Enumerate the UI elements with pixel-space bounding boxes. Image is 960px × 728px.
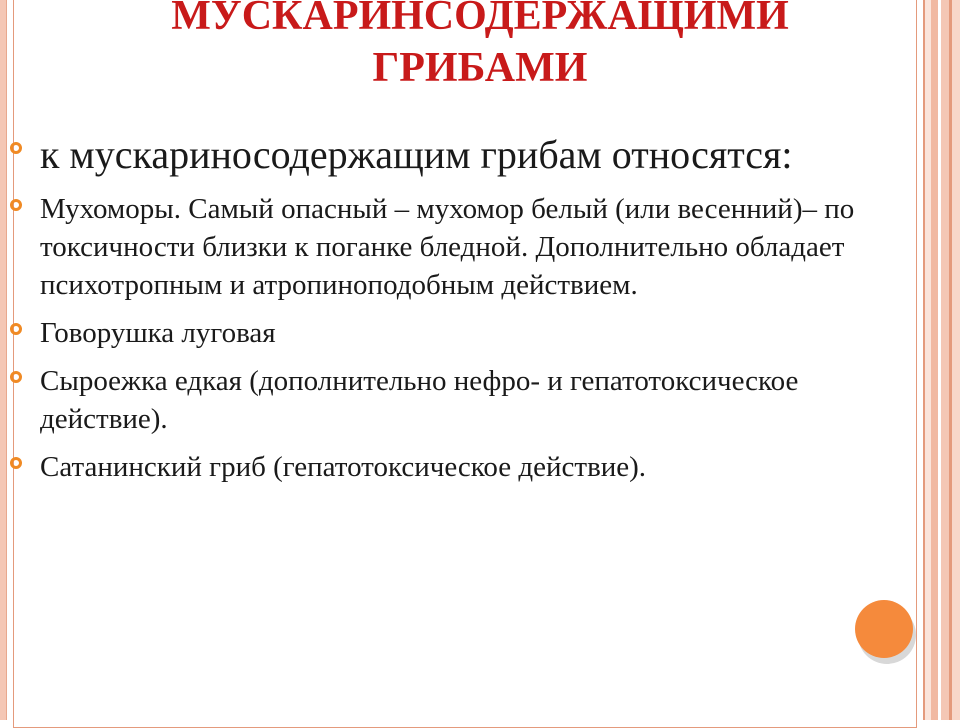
bullet-list (10, 130, 880, 496)
title-line-1: МУСКАРИНСОДЕРЖАЩИМИ (171, 0, 789, 39)
bullet-icon (10, 199, 22, 211)
bullet-icon (10, 457, 22, 469)
list-item-text: Мухоморы. Самый опасный – мухомор белый (или весенний)– по токсичности близки к поганке бледной. Дополнительно обладает психотропным и атропиноподобным действием. (40, 193, 855, 301)
list-item (10, 448, 880, 486)
list-item (10, 314, 880, 352)
title-line-2: ГРИБАМИ (372, 45, 588, 91)
bullet-icon (10, 142, 22, 154)
list-item-intro (10, 130, 880, 180)
intro-text: к мускариносодержащим грибам относятся: (40, 132, 793, 177)
list-item (10, 190, 880, 304)
bullet-icon (10, 371, 22, 383)
decorative-circle-icon (855, 600, 913, 658)
right-stripe-decoration (920, 0, 960, 720)
list-item (10, 362, 880, 438)
left-border-decoration (0, 0, 7, 720)
bullet-icon (10, 323, 22, 335)
list-item-text: Сатанинский гриб (гепатотоксическое действие). (40, 451, 647, 483)
list-item-text: Говорушка луговая (40, 317, 276, 349)
list-item-text: Сыроежка едкая (дополнительно нефро- и гепатотоксическое действие). (40, 365, 799, 435)
slide-title (60, 0, 900, 94)
